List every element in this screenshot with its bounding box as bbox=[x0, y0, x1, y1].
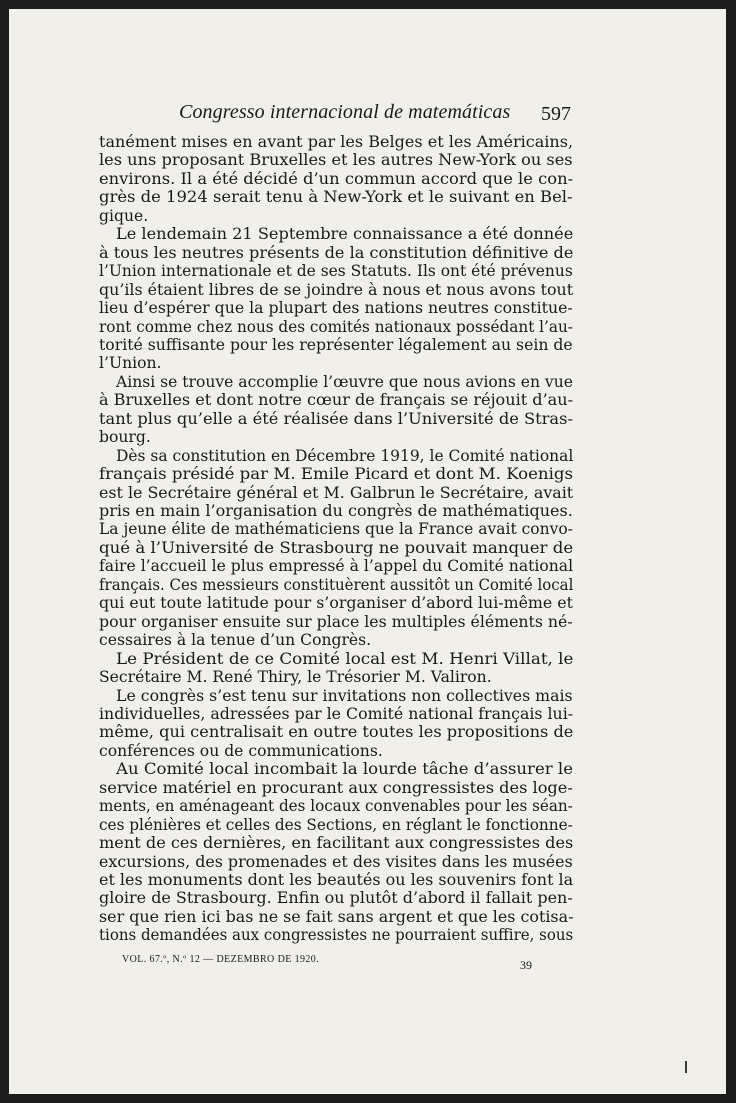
text-line: ront comme chez nous des comités nationaux possédant l’au- bbox=[99, 317, 573, 336]
text-line: conférences ou de communications. bbox=[99, 741, 383, 760]
text-line: excursions, des promenades et des visites dans les musées bbox=[99, 852, 573, 871]
text-line: ces plénières et celles des Sections, en réglant le fonctionne- bbox=[99, 815, 573, 834]
text-line: qui eut toute latitude pour s’organiser d’abord lui-même et bbox=[99, 594, 573, 613]
text-line: bourg. bbox=[99, 428, 151, 447]
text-line: ments, en aménageant des locaux convenables pour les séan- bbox=[99, 797, 573, 816]
text-line: pris en main l’organisation du congrès de mathématiques. bbox=[99, 502, 573, 520]
text-line: français. Ces messieurs constituèrent aussitôt un Comité local bbox=[99, 575, 574, 594]
text-line: l’Union. bbox=[99, 354, 162, 373]
page-number: 597 bbox=[541, 103, 571, 125]
text-line: Le Président de ce Comité local est M. Henri Villat, le bbox=[116, 649, 574, 668]
text-line: à Bruxelles et dont notre cœur de français se réjouit d’au- bbox=[99, 391, 574, 410]
text-line: ment de ces dernières, en facilitant aux congressistes des bbox=[99, 834, 574, 853]
text-line: faire l’accueil le plus empressé à l’appel du Comité national bbox=[99, 557, 574, 576]
text-line: gloire de Strasbourg. Enfin ou plutôt d’abord il fallait pen- bbox=[99, 889, 573, 908]
text-line: qué à l’Université de Strasbourg ne pouvait manquer de bbox=[99, 538, 574, 557]
text-line: La jeune élite de mathématiciens que la France avait convo- bbox=[99, 520, 573, 539]
text-line: Au Comité local incombait la lourde tâche d’assurer le bbox=[116, 760, 573, 779]
text-line: individuelles, adressées par le Comité national français lui- bbox=[99, 704, 574, 723]
text-line: et les monuments dont les beautés ou les souvenirs font la bbox=[99, 871, 574, 889]
text-line: même, qui centralisait en outre toutes les propositions de bbox=[99, 723, 574, 742]
text-line: Dès sa constitution en Décembre 1919, le Comité national bbox=[116, 446, 574, 465]
text-line: gique. bbox=[99, 206, 149, 225]
document-page bbox=[9, 9, 726, 1094]
running-title: Congresso internacional de matemáticas bbox=[179, 101, 511, 123]
text-line: environs. Il a été décidé d’un commun accord que le con- bbox=[99, 169, 574, 188]
margin-mark bbox=[685, 1061, 687, 1073]
text-line: Le congrès s’est tenu sur invitations non collectives mais bbox=[116, 686, 573, 705]
text-line: tions demandées aux congressistes ne pourraient suffire, sous bbox=[99, 926, 574, 945]
footer-volume-info: VOL. 67.º, N.º 12 — DEZEMBRO DE 1920. bbox=[122, 954, 320, 965]
text-line: est le Secrétaire général et M. Galbrun le Secrétaire, avait bbox=[99, 483, 574, 502]
text-line: à tous les neutres présents de la constitution définitive de bbox=[99, 243, 574, 262]
text-line: l’Union internationale et de ses Statuts. Ils ont été prévenus bbox=[99, 262, 573, 281]
text-line: qu’ils étaient libres de se joindre à nous et nous avons tout bbox=[99, 280, 574, 299]
footer-signature-number: 39 bbox=[520, 958, 532, 972]
text-line: cessaires à la tenue d’un Congrès. bbox=[99, 631, 372, 650]
text-line: tant plus qu’elle a été réalisée dans l’Université de Stras- bbox=[99, 409, 573, 428]
text-line: service matériel en procurant aux congressistes des loge- bbox=[99, 778, 573, 797]
text-line: pour organiser ensuite sur place les multiples éléments né- bbox=[99, 612, 573, 631]
text-line: ser que rien ici bas ne se fait sans argent et que les cotisa- bbox=[99, 907, 574, 926]
text-line: Le lendemain 21 Septembre connaissance a été donnée bbox=[116, 225, 574, 244]
text-line: tanément mises en avant par les Belges et les Américains, bbox=[99, 133, 574, 151]
text-line: français présidé par M. Emile Picard et dont M. Koenigs bbox=[99, 465, 573, 484]
text-line: les uns proposant Bruxelles et les autres New-York ou ses bbox=[99, 151, 573, 170]
text-line: Ainsi se trouve accomplie l’œuvre que nous avions en vue bbox=[116, 372, 573, 391]
text-line: lieu d’espérer que la plupart des nations neutres constitue- bbox=[99, 299, 573, 318]
text-line: torité suffisante pour les représenter légalement au sein de bbox=[99, 335, 573, 354]
text-line: Secrétaire M. René Thiry, le Trésorier M. Valiron. bbox=[99, 668, 492, 687]
text-line: grès de 1924 serait tenu à New-York et le suivant en Bel- bbox=[99, 188, 573, 207]
